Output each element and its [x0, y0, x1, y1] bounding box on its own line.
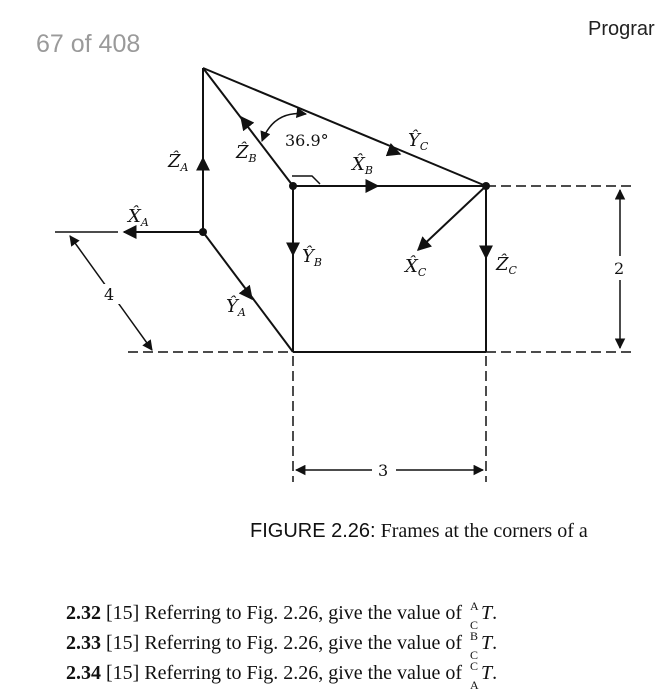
dimension-height-label: 2 — [614, 259, 625, 278]
exercise-list — [66, 598, 498, 692]
exercise-number: 2.34 — [66, 662, 101, 684]
label-ya: $Ŷ_A$ — [226, 296, 246, 319]
running-header: Prograr — [588, 18, 655, 40]
axis-yc-arrow — [392, 151, 400, 154]
right-angle-mark — [292, 176, 320, 184]
label-zb: Ẑ$_B$ — [236, 142, 257, 165]
label-xa: $X̂_A$ — [128, 206, 149, 229]
exercise-number: 2.32 — [66, 602, 101, 624]
exercise-text: [15] Referring to Fig. 2.26, give the value of — [101, 662, 468, 684]
label-angle: 36.9° — [285, 131, 329, 150]
label-xb: $X̂_B$ — [352, 154, 373, 177]
page-counter: 67 of 408 — [36, 30, 141, 58]
axis-xc-arrow — [418, 186, 486, 250]
figure-caption-tag: FIGURE 2.26: — [250, 520, 376, 542]
axis-zb-arrow — [241, 117, 248, 126]
dimension-depth-label: 4 — [104, 285, 115, 304]
label-za: Ẑ$_A$ — [168, 151, 189, 174]
exercise-number: 2.33 — [66, 632, 101, 654]
exercise-2-33: 2.33 [15] Referring to Fig. 2.26, give the value of B C T. — [66, 629, 498, 662]
edge-top-slope — [203, 68, 486, 186]
label-xc: $X̂_C$ — [405, 256, 427, 279]
exercise-text: [15] Referring to Fig. 2.26, give the value of — [101, 632, 468, 654]
transform-symbol: B C T — [470, 629, 493, 662]
exercise-2-34: 2.34 [15] Referring to Fig. 2.26, give the value of C A T. — [66, 659, 498, 692]
exercise-text: [15] Referring to Fig. 2.26, give the value of — [101, 602, 468, 624]
edge-base-diagonal — [203, 232, 293, 352]
label-zc: Ẑ$_C$ — [496, 254, 517, 277]
transform-symbol: A C T — [470, 599, 493, 632]
exercise-2-32: 2.32 [15] Referring to Fig. 2.26, give the value of A C T. — [66, 599, 498, 632]
figure-caption — [250, 520, 588, 543]
transform-symbol: C A T — [470, 659, 493, 692]
figure-caption-text: Frames at the corners of a — [375, 520, 588, 542]
label-yc: $Ŷ_C$ — [408, 130, 429, 153]
dimension-width-label: 3 — [378, 461, 389, 480]
label-yb: $Ŷ_B$ — [302, 246, 322, 269]
